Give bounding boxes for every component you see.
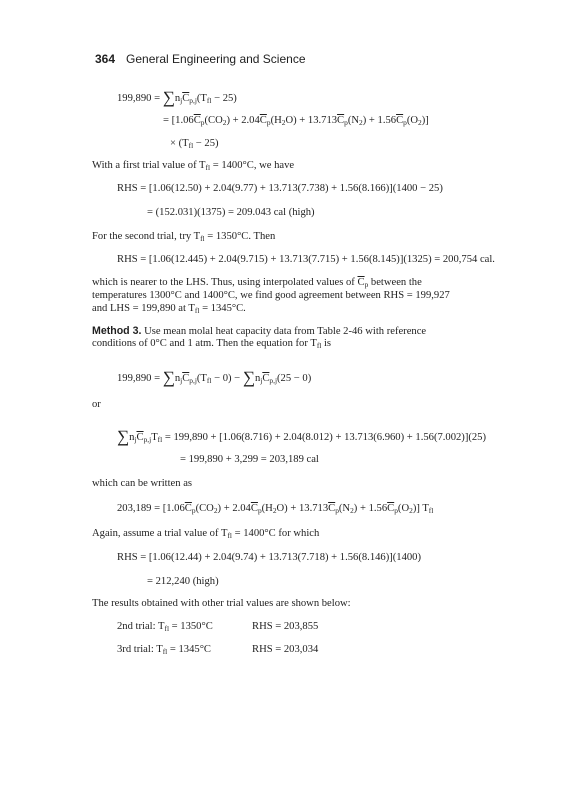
equation-4-result: = 199,890 + 3,299 = 203,189 cal [180,454,319,465]
rhs-3-result: = 212,240 (high) [147,576,219,587]
trial-2-value: = 1350°C [169,621,213,632]
page-header [95,52,306,66]
paragraph-5: Again, assume a trial value of $T_{fl} = 1400^\circ C$ for which [92,528,320,540]
eq1-lhs: 199,890 = [117,93,161,104]
p3-line3: and LHS = 199,890 at T [92,303,195,314]
eq3-lhs: 199,890 = [117,373,161,384]
method-3-line-2: conditions of 0°C and 1 atm. Then the equation for $T_{fl}$ is [92,338,332,350]
rhs-3: RHS = [1.06(12.44) + 2.04(9.74) + 13.713(7.718) + 1.56(8.146)](1400) [117,552,422,563]
equation-1: $199,890 = \sum n_j\overline{C}_{p,j}(T_{fl} - 25)$ [117,88,237,107]
eq4-rhs: = 199,890 + [1.06(8.716) + 2.04(8.012) + 13.713(6.960) + 1.56(7.002)](25) [162,432,487,443]
running-title: General Engineering and Science [126,52,306,66]
rhs-1-result: = (152.031)(1375) = 209.043 cal (high) [147,207,315,218]
eq3-mid2: − 0) − [211,373,241,384]
eq1-tail2: − 25) [211,93,237,104]
p5-text: Again, assume a trial value of T [92,528,228,539]
equation-3: $199,890 = \sum n_j\overline{C}_{p,j}(T_{fl} - 0) - \sum n_j\overline{C}_{p,j}(25 - 0)$ [117,368,312,387]
paragraph-3-line-3: and LHS = 199,890 at $T_{fl} = 1345^\circ C$. [92,303,246,315]
p3-line1: which is nearer to the LHS. Thus, using interpolated values of [92,277,355,288]
method-3-line2-text: conditions of 0°C and 1 atm. Then the equation for T [92,338,317,349]
page-number: 364 [95,52,116,66]
trial-3-label: 3rd trial: T [117,644,163,655]
sum-symbol: ∑ [162,88,175,107]
trial-2-rhs: RHS = 203,855 [252,621,319,632]
sum-symbol: ∑ [242,368,255,387]
paragraph-6: The results obtained with other trial values are shown below: [92,598,351,609]
sum-symbol: ∑ [162,368,175,387]
trial-3-value: = 1345°C [167,644,211,655]
paragraph-2: For the second trial, try $T_{fl} = 1350^\circ C$. Then [92,231,276,243]
trial-3-rhs: RHS = 203,034 [252,644,319,655]
rhs-2: RHS = [1.06(12.445) + 2.04(9.715) + 13.713(7.715) + 1.56(8.145)](1325) = 200,754 cal. [117,254,495,265]
method-3-line2-text-b: is [321,338,332,349]
p2-text: For the second trial, try T [92,231,201,242]
trial-2-row: 2nd trial: $T_{fl} = 1350^\circ C$ [117,621,213,633]
paragraph-3-line-2: temperatures 1300°C and 1400°C, we find good agreement between RHS = 199,927 [92,290,450,301]
eq3-tail: (25 − 0) [277,373,312,384]
eq2-tail: − 25) [193,138,219,149]
paragraph-4: which can be written as [92,478,193,489]
paragraph-3-line-1: which is nearer to the LHS. Thus, using interpolated values of $\overline{C}_p$ between the [92,277,422,289]
paragraph-1: With a first trial value of $T_{fl} = 1400^\circ C$, we have [92,160,295,172]
equation-2-cont: × $(T_{fl} - 25)$ [170,138,219,150]
p3-line1b: between the [368,277,422,288]
trial-3-row: 3rd trial: $T_{fl} = 1345^\circ C$ [117,644,211,656]
trial-2-label: 2nd trial: T [117,621,165,632]
rhs-1: RHS = [1.06(12.50) + 2.04(9.77) + 13.713(7.738) + 1.56(8.166)](1400 − 25) [117,183,443,194]
p1-text-b: = 1400°C, we have [210,160,295,171]
sum-symbol: ∑ [117,427,130,446]
eq5-lhs: 203,189 = [ [117,503,167,514]
p2-text-b: = 1350°C. Then [204,231,276,242]
eq3-mid: (T [196,373,207,384]
p5-text-b: = 1400°C for which [231,528,320,539]
p3-line3b: = 1345°C. [199,303,246,314]
method-3-line-1 [92,325,426,339]
equation-5: $203,189 = [1.06\overline{C}_p(CO_2) + 2.04\overline{C}_p(H_2O) + 13.713\overline{C}_p(N_2) + 1.56\overline{C}_p(O_2)]$ $T_{fl}$ [117,503,434,515]
or-word: or [92,399,101,410]
p1-text: With a first trial value of T [92,160,206,171]
method-3-text: Use mean molal heat capacity data from Table 2-46 with reference [141,326,427,337]
equation-2: = $[1.06\overline{C}_p(CO_2) + 2.04\overline{C}_p(H_2O) + 13.713\overline{C}_p(N_2) + 1.56\overline{C}_p(O_2)]$ [163,115,429,127]
equation-4: $\sum n_j\overline{C}_{p,j}T_{fl} = 199,890 + [1.06(8.716) + 2.04(8.012) + 13.713(6.960) + 1.56(7.002)](25)$ [117,427,487,446]
eq2-times: × (T [170,138,189,149]
eq1-tail: (T [196,93,207,104]
method-3-label: Method 3. [92,325,142,337]
